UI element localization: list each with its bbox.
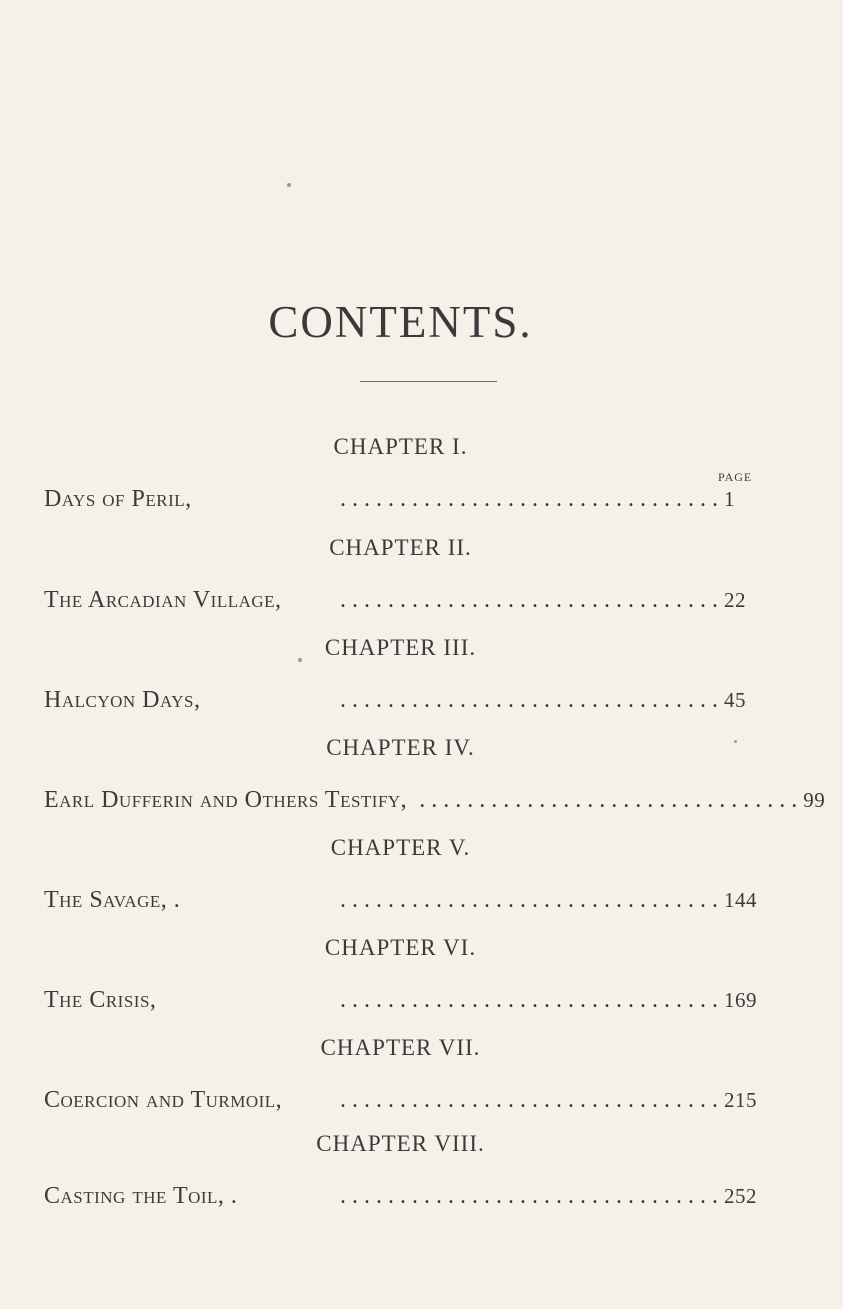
- dot-leader: . . . . . . . . . . . . . . . . . . . . . . . . . . . . . . . .: [340, 587, 718, 613]
- dot-leader: . . . . . . . . . . . . . . . . . . . . . . . . . . . . . . . .: [340, 987, 718, 1013]
- toc-line[interactable]: [44, 1088, 764, 1118]
- page-column-label: PAGE: [718, 470, 753, 484]
- toc-line[interactable]: [44, 1184, 764, 1214]
- chapter-title: The Savage, .: [44, 887, 181, 913]
- toc-line[interactable]: [44, 988, 764, 1018]
- page-title: CONTENTS.: [268, 297, 533, 347]
- toc-line[interactable]: [44, 487, 764, 517]
- page-number: 22: [724, 588, 746, 612]
- chapter-title: The Crisis,: [44, 987, 157, 1013]
- page-number: 169: [724, 988, 757, 1012]
- chapter-title: Halcyon Days,: [44, 687, 201, 713]
- chapter-title: Days of Peril,: [44, 486, 192, 512]
- chapter-heading: CHAPTER II.: [329, 535, 472, 560]
- page-number: 215: [724, 1088, 757, 1112]
- toc-line[interactable]: [44, 888, 764, 918]
- paper-speck: [734, 740, 737, 743]
- dot-leader: . . . . . . . . . . . . . . . . . . . . . . . . . . . . . . . .: [340, 887, 718, 913]
- chapter-title: Casting the Toil, .: [44, 1183, 238, 1209]
- page-number: 99: [803, 788, 826, 812]
- chapter-title: Earl Dufferin and Others Testify,: [44, 787, 408, 813]
- title-rule: [360, 381, 497, 382]
- toc-line[interactable]: [44, 588, 764, 618]
- dot-leader: . . . . . . . . . . . . . . . . . . . . . . . . . . . . . . . .: [340, 687, 718, 713]
- dot-leader: . . . . . . . . . . . . . . . . . . . . . . . . . . . . . . . .: [340, 1087, 718, 1113]
- chapter-heading: CHAPTER VII.: [320, 1035, 481, 1060]
- chapter-title: Coercion and Turmoil,: [44, 1087, 283, 1113]
- page-number: 45: [724, 688, 746, 712]
- chapter-heading: CHAPTER V.: [330, 835, 471, 860]
- toc-line[interactable]: [44, 787, 826, 818]
- toc-line[interactable]: [44, 688, 764, 718]
- paper-speck: [298, 658, 302, 662]
- chapter-heading: CHAPTER I.: [333, 434, 468, 459]
- chapter-heading: CHAPTER IV.: [326, 735, 475, 760]
- chapter-heading: CHAPTER VIII.: [316, 1131, 485, 1156]
- dot-leader: . . . . . . . . . . . . . . . . . . . . . . . . . . . . . . . .: [340, 1183, 718, 1209]
- page-number: 252: [724, 1184, 757, 1208]
- chapter-heading: CHAPTER VI.: [324, 935, 477, 960]
- chapter-heading: CHAPTER III.: [324, 635, 477, 660]
- paper-speck: [287, 183, 291, 187]
- chapter-title: The Arcadian Village,: [44, 587, 282, 613]
- page-number: 144: [724, 888, 757, 912]
- page-number: 1: [724, 487, 735, 511]
- dot-leader: . . . . . . . . . . . . . . . . . . . . . . . . . . . . . . . .: [340, 486, 718, 512]
- dot-leader: . . . . . . . . . . . . . . . . . . . . . . . . . . . . . . . .: [419, 787, 798, 813]
